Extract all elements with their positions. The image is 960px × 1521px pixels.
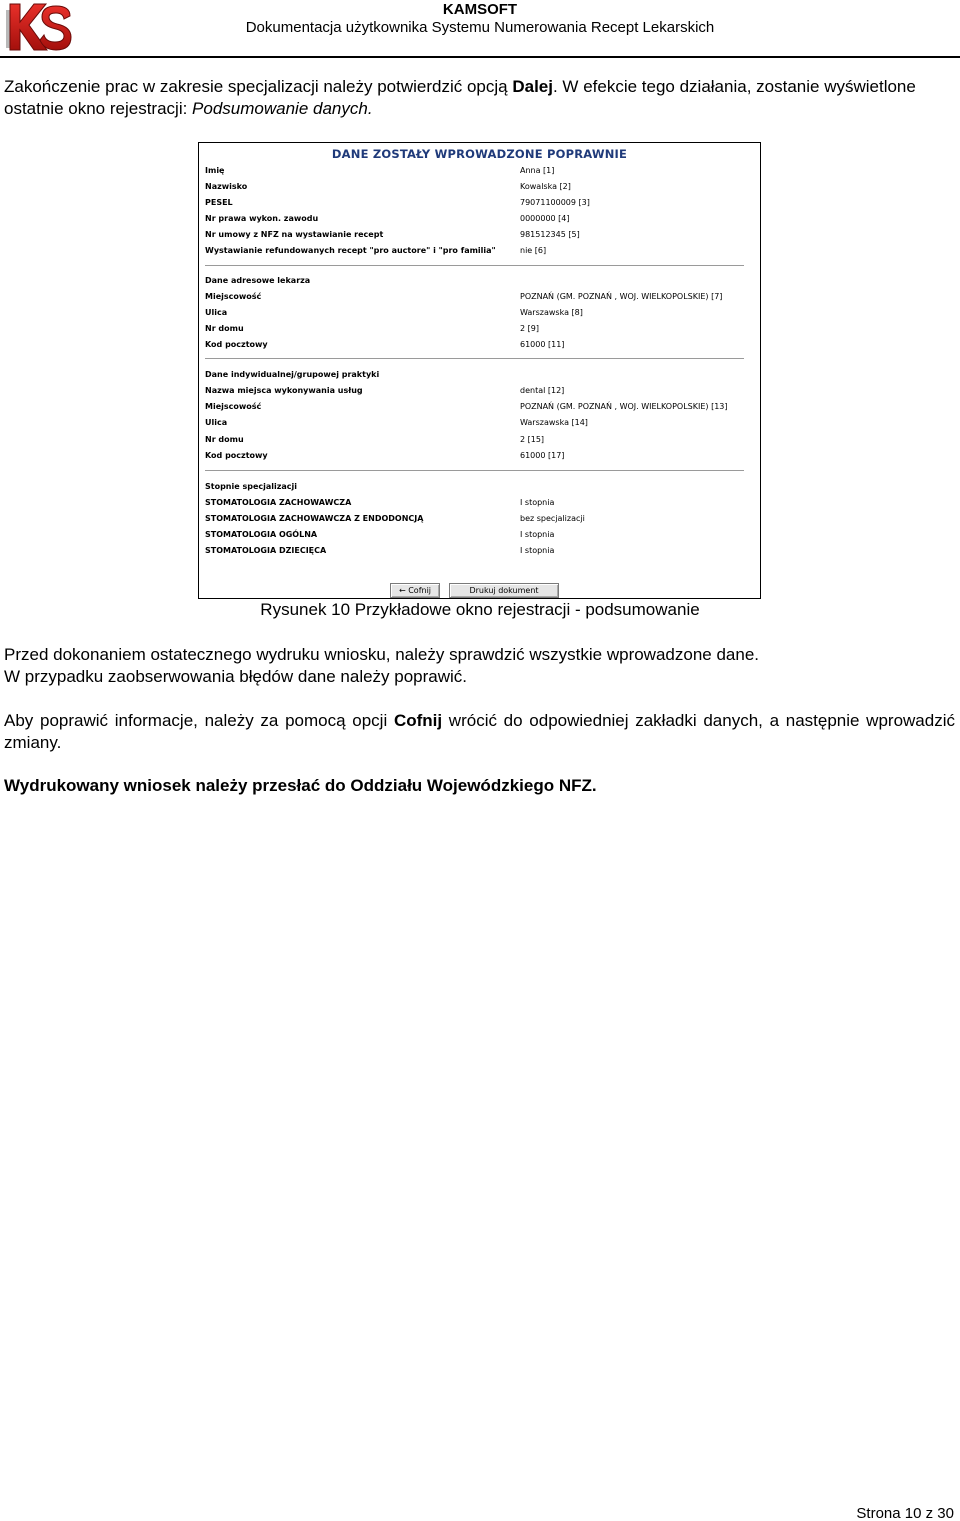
summary-row (205, 291, 745, 303)
field-label: Ulica (205, 308, 228, 317)
field-label: Kod pocztowy (205, 340, 268, 349)
field-value: bez specjalizacji (520, 514, 585, 523)
field-value: POZNAŃ (GM. POZNAŃ , WOJ. WIELKOPOLSKIE) [13] (520, 402, 728, 412)
summary-row (205, 339, 745, 351)
field-label: Kod pocztowy (205, 450, 268, 460)
field-value: dental [12] (520, 386, 565, 395)
field-value: I stopnia (520, 498, 555, 507)
check-data-line-1: Przed dokonaniem ostatecznego wydruku wniosku, należy sprawdzić wszystkie wprowadzone dane. (4, 645, 759, 664)
summary-title: DANE ZOSTAŁY WPROWADZONE POPRAWNIE (331, 147, 628, 161)
field-value: 79071100009 [3] (520, 198, 590, 207)
summary-row (205, 385, 745, 397)
field-label: STOMATOLOGIA ZACHOWAWCZA Z ENDODONCJĄ (205, 514, 424, 523)
registration-summary-screenshot (198, 142, 761, 599)
ks-logo (4, 2, 72, 52)
summary-row (205, 545, 745, 557)
summary-row (205, 165, 745, 177)
cofnij-option: Cofnij (393, 711, 443, 730)
field-value: Warszawska [14] (520, 418, 588, 428)
field-value: Anna [1] (520, 166, 555, 175)
print-document-button[interactable]: Drukuj dokument (449, 583, 559, 598)
summary-row (205, 245, 745, 257)
page-header (0, 0, 960, 58)
field-value: nie [6] (520, 246, 547, 255)
field-value: 61000 [11] (520, 340, 565, 349)
summary-row (205, 497, 745, 509)
field-label: Nazwisko (205, 182, 248, 191)
correction-text-2: wrócić do odpowiedniej zakładki danych, a następnie wprowadzić zmiany. (4, 711, 955, 752)
field-value: Warszawska [8] (520, 308, 583, 317)
check-data-line-2: W przypadku zaobserwowania błędów dane należy poprawić. (4, 667, 468, 686)
address-section-heading: Dane adresowe lekarza (205, 276, 311, 285)
field-label: Nr domu (205, 434, 244, 444)
summary-window-name: Podsumowanie danych. (192, 99, 373, 118)
field-label: Miejscowość (205, 292, 262, 301)
field-label: Ulica (205, 418, 228, 428)
intro-text-1: Zakończenie prac w zakresie specjalizacji należy potwierdzić opcją (4, 77, 513, 96)
summary-row (205, 417, 745, 429)
company-name: KAMSOFT (442, 1, 518, 18)
section-divider (205, 265, 744, 266)
field-value: 2 [15] (520, 434, 545, 444)
summary-row (205, 213, 745, 225)
field-label: Nr umowy z NFZ na wystawianie recept (205, 230, 384, 239)
field-value: 61000 [17] (520, 450, 565, 460)
summary-row (205, 323, 745, 335)
summary-row (205, 197, 745, 209)
header-divider (0, 56, 960, 58)
figure-caption: Rysunek 10 Przykładowe okno rejestracji - podsumowanie (260, 600, 700, 619)
field-label: PESEL (205, 198, 233, 207)
summary-row (205, 450, 745, 462)
field-label: Nr prawa wykon. zawodu (205, 214, 319, 223)
summary-row (205, 307, 745, 319)
field-label: STOMATOLOGIA OGÓLNA (205, 530, 318, 539)
dalej-option: Dalej (512, 77, 553, 96)
send-instruction: Wydrukowany wniosek należy przesłać do Oddziału Wojewódzkiego NFZ. (4, 776, 597, 795)
document-subtitle: Dokumentacja użytkownika Systemu Numerowania Recept Lekarskich (245, 19, 715, 36)
summary-row (205, 401, 745, 413)
correction-text-1: Aby poprawić informacje, należy za pomocą opcji (4, 711, 394, 730)
check-data-paragraph (4, 644, 955, 688)
field-value: 981512345 [5] (520, 230, 580, 239)
field-value: 2 [9] (520, 324, 539, 333)
field-value: I stopnia (520, 530, 555, 539)
summary-row (205, 229, 745, 241)
intro-paragraph (4, 76, 955, 120)
field-value: Kowalska [2] (520, 182, 571, 191)
summary-row (205, 434, 745, 446)
section-divider (205, 358, 744, 359)
specialization-section-heading: Stopnie specjalizacji (205, 482, 298, 491)
page-number: Strona 10 z 30 (856, 1505, 954, 1521)
field-value: 0000000 [4] (520, 214, 570, 223)
field-value: POZNAŃ (GM. POZNAŃ , WOJ. WIELKOPOLSKIE) [7] (520, 292, 723, 301)
correction-paragraph (4, 710, 955, 754)
field-label: Imię (205, 166, 225, 175)
field-label: Wystawianie refundowanych recept "pro auctore" i "pro familia" (205, 246, 496, 255)
back-button[interactable]: ← Cofnij (390, 583, 440, 598)
field-label: Miejscowość (205, 402, 262, 412)
summary-row (205, 181, 745, 193)
section-divider (205, 470, 744, 471)
field-label: Nazwa miejsca wykonywania usług (205, 386, 363, 395)
field-label: Nr domu (205, 324, 244, 333)
field-label: STOMATOLOGIA DZIECIĘCA (205, 546, 327, 555)
field-label: STOMATOLOGIA ZACHOWAWCZA (205, 498, 352, 507)
field-value: I stopnia (520, 546, 555, 555)
summary-row (205, 529, 745, 541)
practice-section-heading: Dane indywidualnej/grupowej praktyki (205, 370, 380, 379)
intro-text-2: . W efekcie tego działania, zostanie wyświetlone ostatnie okno rejestracji: (4, 77, 916, 118)
summary-row (205, 513, 745, 525)
